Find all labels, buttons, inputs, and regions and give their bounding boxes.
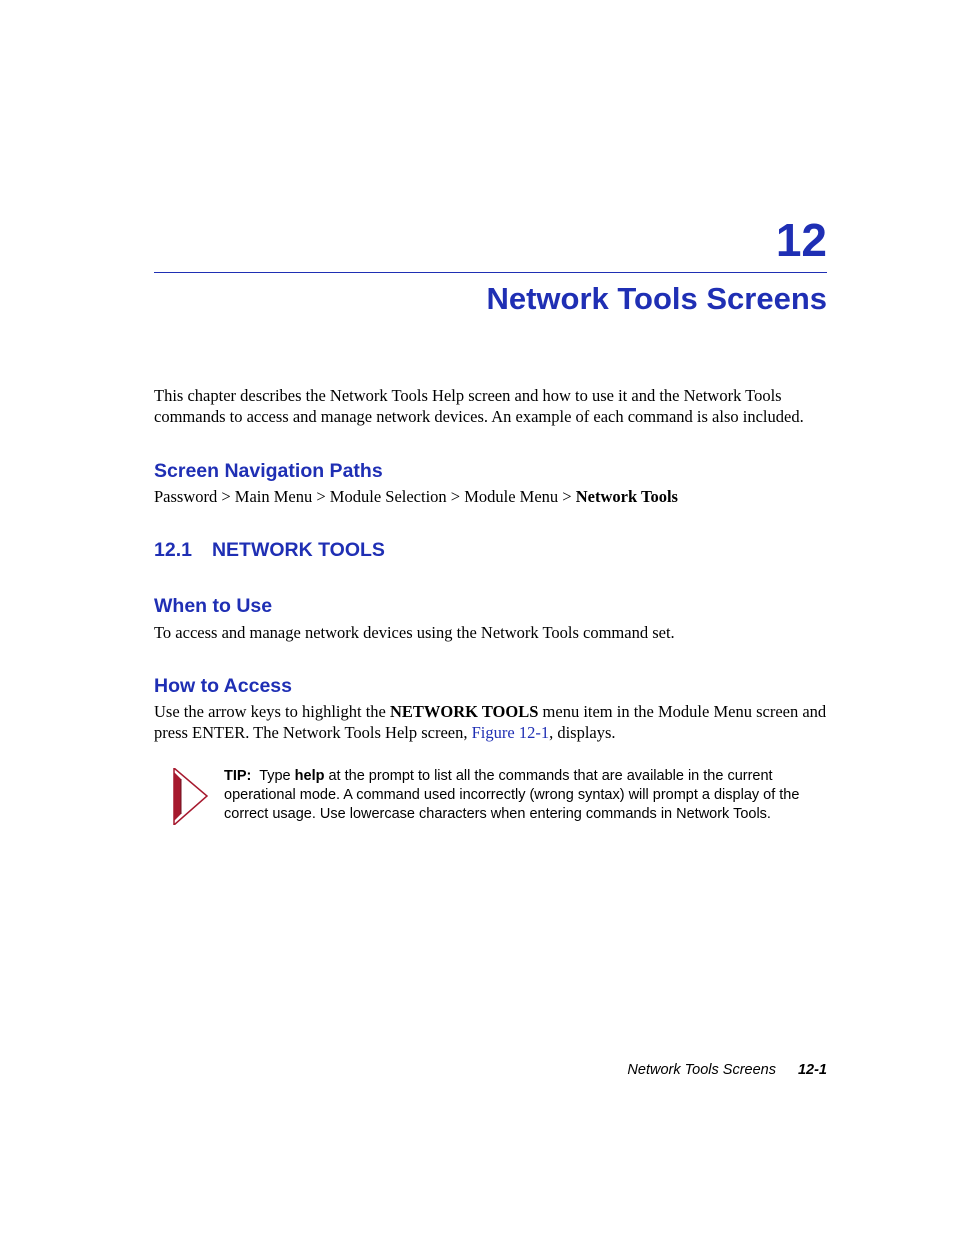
tip-help-keyword: help <box>294 768 325 784</box>
screen-navigation-heading: Screen Navigation Paths <box>154 460 383 482</box>
section-title: NETWORK TOOLS <box>211 539 385 561</box>
when-to-use-text: To access and manage network devices using the Network Tools command set. <box>154 623 675 642</box>
navigation-path-prefix: Password > Main Menu > Module Selection > Module Menu > <box>154 487 576 506</box>
network-tools-menu-item: NETWORK TOOLS <box>390 702 539 721</box>
how-to-access-text: Use the arrow keys to highlight the NETWORK TOOLS menu item in the Module Menu screen and press ENTER. The Network Tools Help screen, Figure 12-1, displays. <box>154 702 827 742</box>
chapter-rule <box>154 272 827 273</box>
how-to-access-heading: How to Access <box>154 675 292 697</box>
chapter-title: Network Tools Screens <box>486 281 827 316</box>
navigation-path-current: Network Tools <box>575 487 678 506</box>
section-number: 12.1 <box>154 539 192 561</box>
tip-label: TIP: <box>224 768 252 784</box>
tip-text: TIP: Type help at the prompt to list all the commands that are available in the current operational mode. A command used incorrectly (wrong syntax) will prompt a display of the correct usage. Use lowercase characters when entering commands in Network Tools. <box>224 768 800 822</box>
figure-link[interactable]: Figure 12-1 <box>471 723 550 742</box>
footer-page-number: 12-1 <box>797 1062 827 1078</box>
chapter-number: 12 <box>775 214 827 266</box>
section-heading <box>154 537 385 563</box>
page-footer <box>627 1060 827 1080</box>
when-to-use-heading: When to Use <box>154 595 273 617</box>
footer-title: Network Tools Screens <box>627 1062 776 1078</box>
intro-paragraph: This chapter describes the Network Tools Help screen and how to use it and the Network Tools commands to access and manage network devices. An example of each command is also included. <box>154 386 804 426</box>
navigation-path <box>154 486 834 507</box>
tip-arrow-icon <box>172 768 208 825</box>
